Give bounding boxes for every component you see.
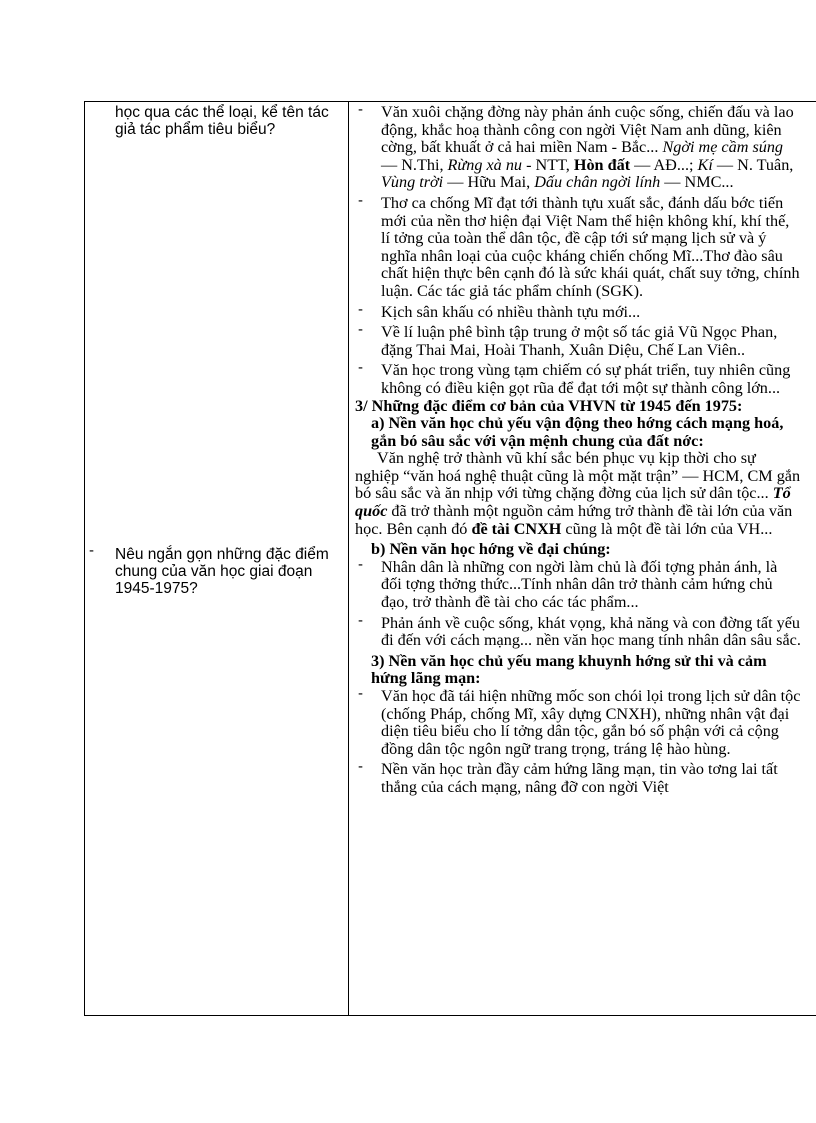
question-cell-1: học qua các thể loại, kể tên tác giả tác phẩm tiêu biểu?: [115, 104, 329, 138]
bullet-prose: - Văn xuôi chặng đờng này phản ánh cuộc sống, chiến đấu và lao động, khắc hoạ thành công con ngời Việt Nam anh dũng, kiên cờng, bất khuất ở cả hai miền Nam - Bắc... Ngời mẹ cầm súng — N.Thi, Rừng xà nu - NTT, Hòn đất — AĐ...; Kí — N. Tuân, Vùng trời — Hữu Mai, Dấu chân ngời lính — NMC...: [358, 101, 794, 192]
content-table: [84, 101, 816, 1016]
work-title: Ngời mẹ cầm súng: [662, 138, 784, 157]
question-cell-2: Nêu ngắn gọn những đặc điểm chung của văn học giai đoạn 1945-1975?: [115, 546, 329, 597]
work-title: Hòn đất: [573, 155, 631, 174]
work-title: Vùng trời: [381, 173, 444, 192]
work-title: Dấu chân ngời lính: [534, 173, 661, 192]
bullet-reflection: - Phản ánh về cuộc sống, khát vọng, khả năng và con đờng tất yếu đi đến với cách mạng... nền văn học mang tính nhân dân sâu sắc.: [358, 611, 801, 650]
bullet-marker: -: [358, 685, 363, 702]
emphasis: Tổ quốc: [355, 484, 791, 521]
section-heading: 3/ Những đặc điểm cơ bản của VHVN từ 1945 đến 1975:: [355, 396, 743, 415]
paragraph-a: Văn nghệ trở thành vũ khí sắc bén phục vụ kịp thời cho sự nghiệp “văn hoá nghệ thuật cũng là một mặt trận” — HCM, CM gắn bó sâu sắc và ăn nhịp với từng chặng đờng của lịch sử dân tộc... Tổ quốc đã trở thành một nguồn cảm hứng trở thành đề tài lớn của văn học. Bên cạnh đó đề tài CNXH cũng là một đề tài lớn của VH...: [355, 449, 801, 538]
bullet-marker: -: [358, 101, 363, 118]
bullet-marker: -: [358, 761, 363, 776]
bullet-criticism: - Về lí luận phê bình tập trung ở một số tác giả Vũ Ngọc Phan, đặng Thai Mai, Hoài Thanh, Xuân Diệu, Chế Lan Viên..: [358, 321, 778, 359]
bullet-people: - Nhân dân là những con ngời làm chủ là đối tợng phản ánh, là đối tợng thởng thức...Tính nhân dân trở thành cảm hứng chủ đạo, trở thành đề tài cho các tác phẩm...: [358, 555, 778, 612]
subheading-b: b) Nền văn học hớng về đại chúng:: [371, 540, 611, 559]
bullet-marker: -: [358, 300, 363, 318]
bullet-marker: -: [358, 359, 363, 377]
bullet-epic: - Văn học đã tái hiện những mốc son chói lọi trong lịch sử dân tộc (chống Pháp, chống Mĩ, xây dựng CNXH), những nhân vật đại diện tiêu biểu cho lí tởng dân tộc, gắn bó số phận với cả cộng đồng dân tộc ngôn ngữ trang trọng, tráng lệ hào hùng.: [358, 685, 801, 758]
answer-column: [355, 101, 801, 799]
bullet-marker: -: [358, 191, 363, 209]
bullet-marker: -: [358, 555, 363, 573]
question-2-dash: -: [89, 542, 94, 559]
bullet-occupied-zone: - Văn học trong vùng tạm chiếm có sự phát triển, tuy nhiên cũng không có điều kiện gọt rũa để đạt tới một sự thành công lớn...: [358, 359, 791, 397]
bullet-poetry: - Thơ ca chống Mĩ đạt tới thành tựu xuất sắc, đánh dấu bớc tiến mới của nền thơ hiện đại Việt Nam thể hiện không khí, khí thế, lí tởng của toàn thể dân tộc, đề cập tới sứ mạng lịch sử và ý nghĩa nhân loại của cuộc kháng chiến chống Mĩ...Thơ đào sâu chất hiện thực bên cạnh đó là sức khái quát, chất suy tởng, chính luận. Các tác giả tác phẩm chính (SGK).: [358, 191, 800, 300]
work-title: Kí: [697, 155, 713, 174]
bullet-marker: -: [358, 611, 363, 629]
column-divider: [348, 102, 349, 1015]
subheading-c: 3) Nền văn học chủ yếu mang khuynh hớng sử thi và cảm hứng lãng mạn:: [371, 651, 767, 688]
subheading-a: a) Nền văn học chủ yếu vận động theo hớng cách mạng hoá, gắn bó sâu sắc với vận mệnh chung của đất nớc:: [371, 414, 784, 450]
bullet-romantic: - Nền văn học tràn đầy cảm hứng lãng mạn, tin vào tơng lai tất thắng của cách mạng, nâng đỡ con ngời Việt: [355, 761, 801, 796]
bullet-drama: - Kịch sân khấu có nhiều thành tựu mới...: [358, 300, 641, 321]
work-title: Rừng xà nu: [447, 155, 523, 174]
emphasis: đề tài CNXH: [471, 519, 562, 538]
bullet-marker: -: [358, 321, 363, 339]
